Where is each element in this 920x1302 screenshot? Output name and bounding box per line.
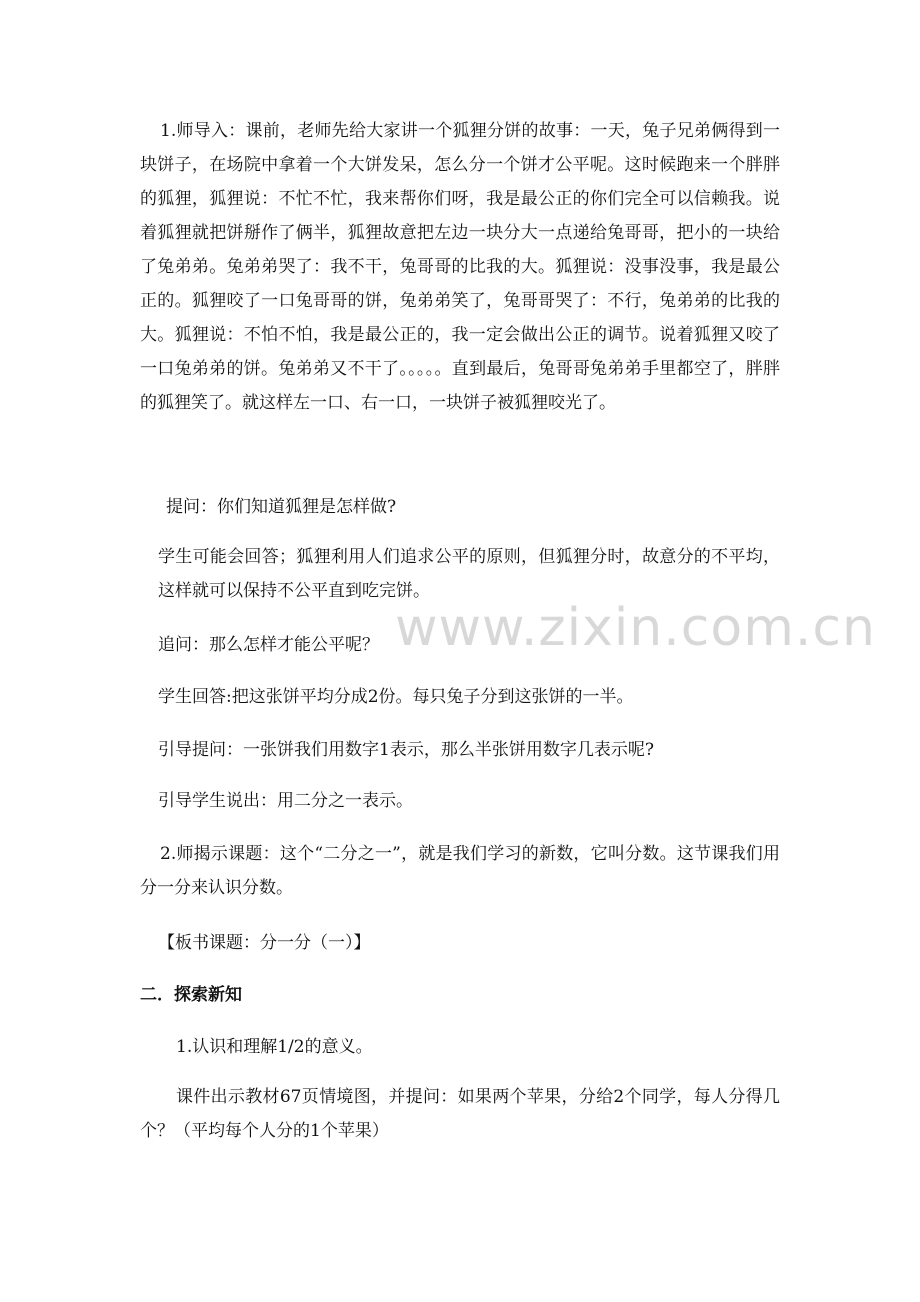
section-heading: 二．探索新知 xyxy=(140,985,242,1005)
paragraph-guide-answer: 引导学生说出：用二分之一表示。 xyxy=(158,791,413,811)
watermark: www.zixin.com.cn xyxy=(395,598,876,658)
paragraph-follow-up: 追问：那么怎样才能公平呢？ xyxy=(158,635,379,655)
paragraph-intro-story: 1.师导入：课前，老师先给大家讲一个狐狸分饼的故事：一天，兔子兄弟俩得到一块饼子，在场院中拿着一个大饼发呆，怎么分一个饼才公平呢。这时候跑来一个胖胖的狐狸，狐狸说：不忙不忙，我来帮你们呀，我是最公正的你们完全可以信赖我。说着狐狸就把饼掰作了俩半，狐狸故意把左边一块分大一点递给兔哥哥，把小的一块给了兔弟弟。兔弟弟哭了：我不干，兔哥哥的比我的大。狐狸说：没事没事，我是最公正的。狐狸咬了一口兔哥哥的饼，兔弟弟笑了，兔哥哥哭了：不行，兔弟弟的比我的大。狐狸说：不怕不怕，我是最公正的，我一定会做出公正的调节。说着狐狸又咬了一口兔弟弟的饼。兔弟弟又不干了。。。。。直到最后，兔哥哥兔弟弟手里都空了，胖胖的狐狸笑了。就这样左一口、右一口，一块饼子被狐狸咬光了。 xyxy=(140,121,780,413)
paragraph-courseware: 课件出示教材67页情境图，并提问：如果两个苹果，分给2个同学，每人分得几个？（平均每个人分的1个苹果） xyxy=(140,1087,780,1141)
paragraph-student-answer: 学生可能会回答；狐狸利用人们追求公平的原则，但狐狸分时，故意分的不平均，这样就可以保持不公平直到吃完饼。 xyxy=(158,547,780,601)
paragraph-student-reply: 学生回答:把这张饼平均分成2份。每只兔子分到这张饼的一半。 xyxy=(158,687,634,707)
paragraph-understand-half: 1.认识和理解1/2的意义。 xyxy=(176,1037,373,1057)
paragraph-guide-question: 引导提问：一张饼我们用数字1表示，那么半张饼用数字几表示呢? xyxy=(158,740,654,760)
paragraph-question: 提问：你们知道狐狸是怎样做? xyxy=(166,497,397,517)
paragraph-reveal-topic: 2.师揭示课题：这个“二分之一”，就是我们学习的新数，它叫分数。这节课我们用分一分来认识分数。 xyxy=(140,844,780,898)
board-title: 【板书课题：分一分（一）】 xyxy=(158,933,371,953)
